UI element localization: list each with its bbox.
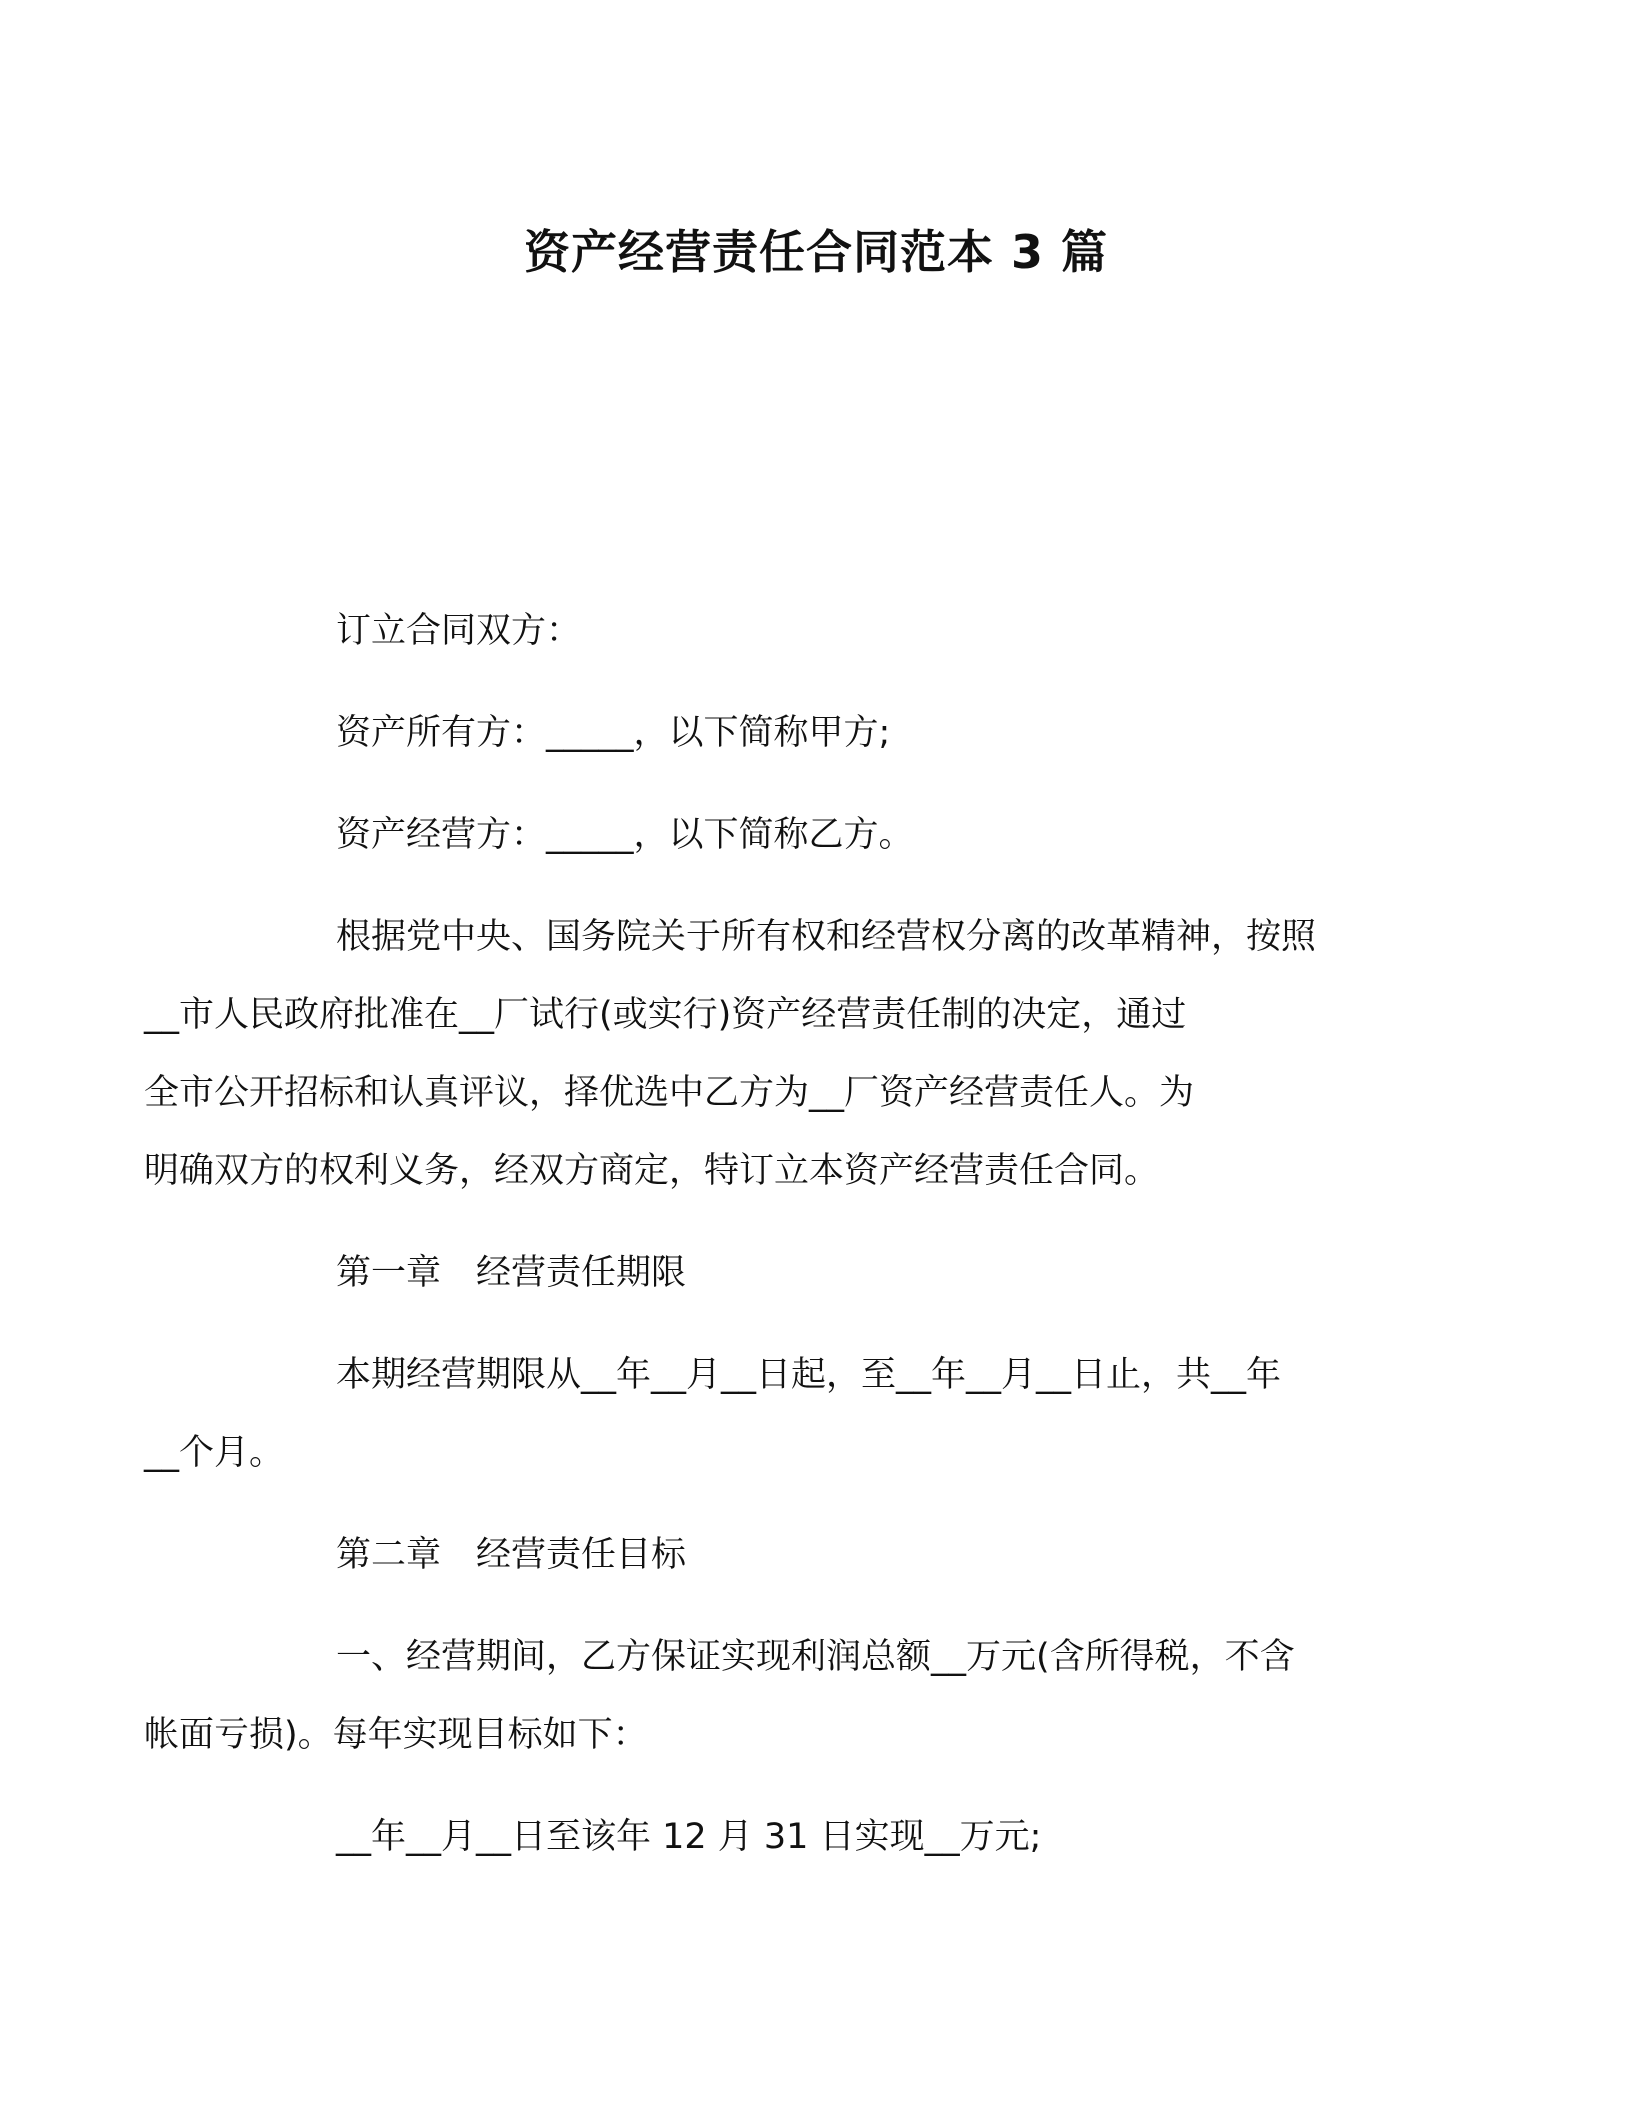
text-line: 根据党中央、国务院关于所有权和经营权分离的改革精神，按照 — [336, 917, 1317, 957]
paragraph-party-b — [240, 796, 1376, 874]
text-line: 资产经营方：_____，以下简称乙方。 — [336, 815, 914, 855]
text-line: 一、经营期间，乙方保证实现利润总额__万元(含所得税，不含 — [336, 1637, 1295, 1677]
paragraph-term — [144, 1336, 1376, 1492]
text-line: __个月。 — [144, 1433, 285, 1473]
paragraph-parties-heading — [240, 592, 1376, 670]
text-line: 订立合同双方： — [336, 611, 582, 651]
text-line: __市人民政府批准在__厂试行(或实行)资产经营责任制的决定，通过 — [144, 995, 1187, 1035]
chapter-one-heading — [240, 1234, 1376, 1312]
text-line: 第二章 经营责任目标 — [336, 1535, 687, 1575]
paragraph-annual-target — [240, 1798, 1376, 1876]
paragraph-preamble — [144, 898, 1376, 1210]
text-line: 资产所有方：_____，以下简称甲方; — [336, 713, 891, 753]
paragraph-party-a — [240, 694, 1376, 772]
document-body — [144, 592, 1376, 1900]
text-line: __年__月__日至该年 12 月 31 日实现__万元; — [336, 1817, 1042, 1857]
text-line: 本期经营期限从__年__月__日起，至__年__月__日止，共__年 — [336, 1355, 1282, 1395]
chapter-two-heading — [240, 1516, 1376, 1594]
text-line: 明确双方的权利义务，经双方商定，特订立本资产经营责任合同。 — [144, 1151, 1160, 1191]
text-line: 全市公开招标和认真评议，择优选中乙方为__厂资产经营责任人。为 — [144, 1073, 1195, 1113]
document-title: 资产经营责任合同范本 3 篇 — [523, 225, 1109, 279]
text-line: 帐面亏损)。每年实现目标如下： — [144, 1715, 648, 1755]
paragraph-profit-target — [144, 1618, 1376, 1774]
text-line: 第一章 经营责任期限 — [336, 1253, 687, 1293]
